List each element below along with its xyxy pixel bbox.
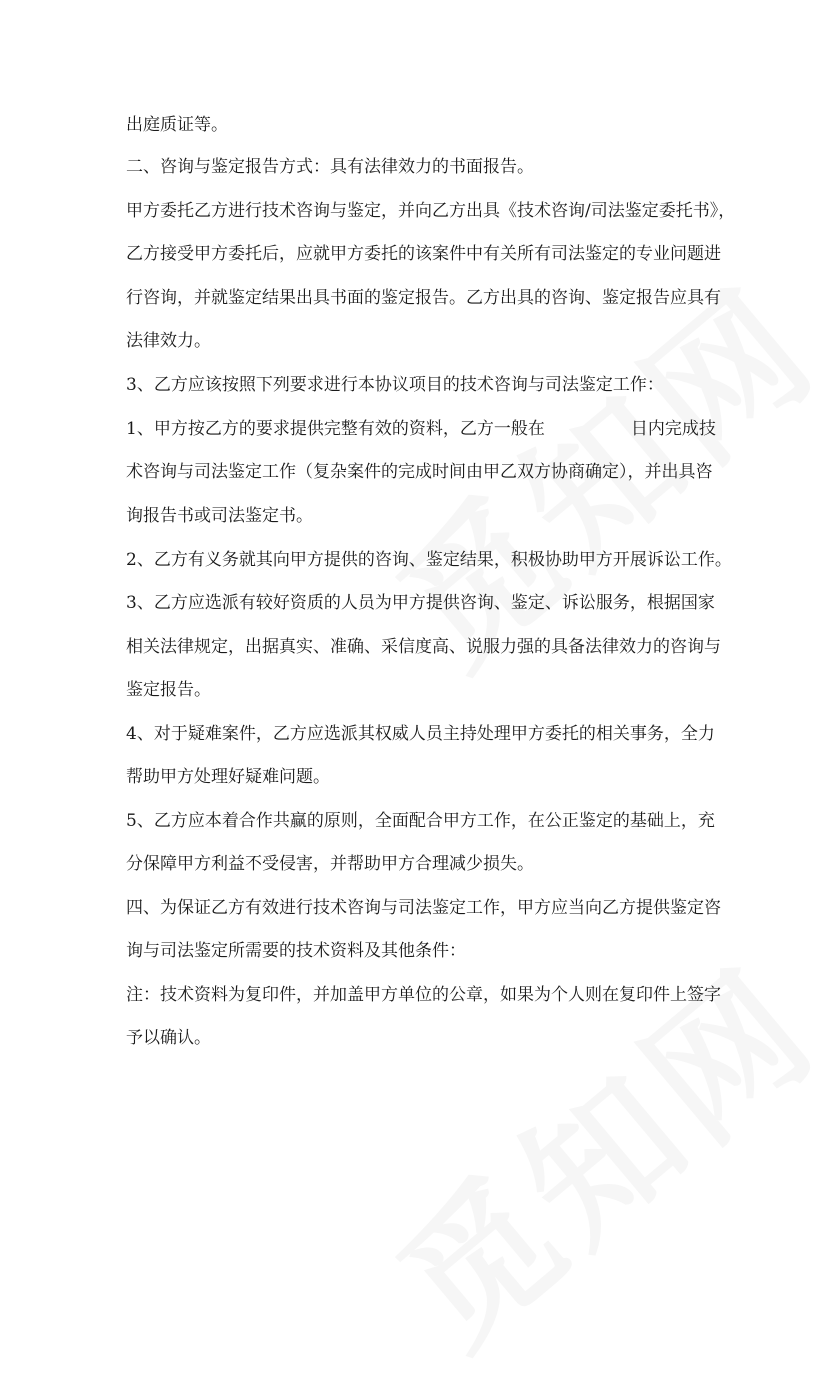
text-segment: 1、甲方按乙方的要求提供完整有效的资料，乙方一般在 [126, 419, 545, 439]
watermark [347, 911, 830, 1385]
text-line: 5、乙方应本着合作共赢的原则，全面配合甲方工作，在公正鉴定的基础上，充 [126, 811, 715, 831]
text-line: 4、对于疑难案件，乙方应选派其权威人员主持处理甲方委托的相关事务，全力 [126, 724, 715, 744]
text-segment: 日内完成技 [630, 419, 716, 439]
text-line: 相关法律规定，出据真实、准确、采信度高、说服力强的具备法律效力的咨询与 [126, 637, 721, 657]
text-line: 询报告书或司法鉴定书。 [126, 506, 313, 526]
text-line: 分保障甲方利益不受侵害，并帮助甲方合理减少损失。 [126, 854, 534, 874]
text-line: 术咨询与司法鉴定工作（复杂案件的完成时间由甲乙双方协商确定），并出具咨 [126, 462, 713, 482]
text-line: 甲方委托乙方进行技术咨询与鉴定，并向乙方出具《技术咨询/司法鉴定委托书》， [126, 201, 736, 221]
text-line: 询与司法鉴定所需要的技术资料及其他条件： [126, 941, 466, 961]
text-line: 二、咨询与鉴定报告方式：具有法律效力的书面报告。 [126, 157, 534, 177]
text-line: 法律效力。 [126, 331, 211, 351]
text-line: 乙方接受甲方委托后，应就甲方委托的该案件中有关所有司法鉴定的专业问题进 [126, 244, 721, 264]
text-line-with-blank [126, 418, 716, 440]
text-line: 予以确认。 [126, 1028, 211, 1048]
text-line: 出庭质证等。 [126, 115, 228, 135]
text-line: 3、乙方应该按照下列要求进行本协议项目的技术咨询与司法鉴定工作： [126, 375, 664, 395]
text-line: 2、乙方有义务就其向甲方提供的咨询、鉴定结果，积极协助甲方开展诉讼工作。 [126, 550, 732, 570]
text-line: 注：技术资料为复印件，并加盖甲方单位的公章，如果为个人则在复印件上签字 [126, 985, 721, 1005]
text-line: 3、乙方应选派有较好资质的人员为甲方提供咨询、鉴定、诉讼服务，根据国家 [126, 593, 715, 613]
text-line: 四、为保证乙方有效进行技术咨询与司法鉴定工作，甲方应当向乙方提供鉴定咨 [126, 898, 721, 918]
text-line: 行咨询，并就鉴定结果出具书面的鉴定报告。乙方出具的咨询、鉴定报告应具有 [126, 288, 721, 308]
text-line: 鉴定报告。 [126, 680, 211, 700]
text-line: 帮助甲方处理好疑难问题。 [126, 767, 330, 787]
